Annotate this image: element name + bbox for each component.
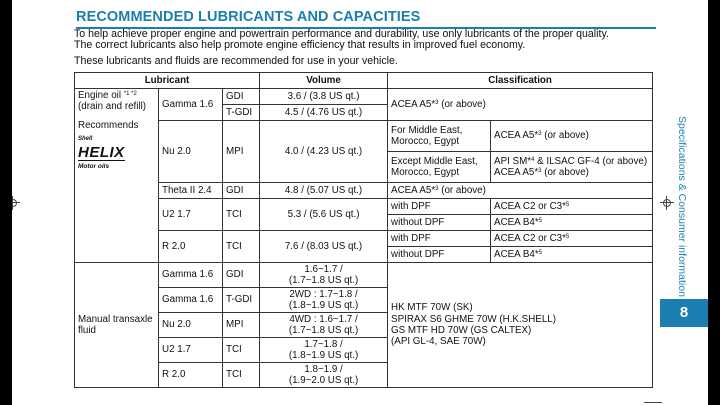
recommends-label: Recommends — [78, 119, 139, 131]
table-row — [75, 199, 653, 215]
gamma-gdi: GDI — [223, 89, 260, 105]
table-row — [75, 89, 653, 105]
nu-volume: 4.0 / (4.23 US qt.) — [260, 121, 388, 183]
u2-without-dpf-class: ACEA B4*$^5$ — [491, 215, 653, 231]
mtf-type-5: TCI — [223, 363, 260, 388]
r-without-dpf-class: ACEA B4*$^5$ — [491, 247, 653, 263]
header-lubricant: Lubricant — [75, 73, 260, 89]
table-row — [75, 231, 653, 247]
engine-oil-cell — [75, 89, 159, 263]
table-row — [75, 121, 653, 152]
gamma-engine: Gamma 1.6 — [159, 89, 223, 121]
r-volume: 7.6 / (8.03 US qt.) — [260, 231, 388, 263]
u2-type: TCI — [223, 199, 260, 231]
mtf-volume-5: 1.8~1.9 / (1.9~2.0 US qt.) — [260, 363, 388, 388]
mtf-engine-4: U2 1.7 — [159, 338, 223, 363]
mtf-volume-2: 2WD : 1.7~1.8 / (1.8~1.9 US qt.) — [260, 288, 388, 313]
mtf-engine-2: Gamma 1.6 — [159, 288, 223, 313]
mtf-engine-5: R 2.0 — [159, 363, 223, 388]
mtf-type-2: T-GDI — [223, 288, 260, 313]
u2-with-dpf-class: ACEA C2 or C3*$^5$ — [491, 199, 653, 215]
logo-helix-text: HELIX — [78, 143, 125, 161]
intro-line-2: The correct lubricants also help promote engine efficiency that results in improved fuel economy. — [74, 39, 526, 52]
u2-volume: 5.3 / (5.6 US qt.) — [260, 199, 388, 231]
table-header-row — [75, 73, 653, 89]
intro-paragraph — [74, 29, 664, 52]
mtf-classification: HK MTF 70W (SK) SPIRAX S6 GHME 70W (H.K.SHELL) GS MTF HD 70W (GS CALTEX) (API GL-4, SAE 70W) — [388, 263, 653, 388]
nu-region-1-class: ACEA A5*$^3$ (or above) — [491, 121, 653, 152]
r-with-dpf: with DPF — [388, 231, 491, 247]
intro-line-1: To help achieve proper engine and powertrain performance and durability, use only lubricants of the proper quality. — [74, 28, 609, 40]
mtf-type-1: GDI — [223, 263, 260, 288]
table-row — [75, 183, 653, 199]
mtf-label-cell: Manual transaxle fluid — [75, 263, 159, 388]
nu-region-2-class: API SM*$^4$ & ILSAC GF-4 (or above) ACEA A5*$^3$ (or above) — [491, 152, 653, 183]
logo-shell-text: Shell — [78, 136, 93, 143]
gamma-classification: ACEA A5*$^3$ (or above) — [388, 89, 653, 121]
mtf-volume-1: 1.6~1.7 / (1.7~1.8 US qt.) — [260, 263, 388, 288]
theta-engine: Theta II 2.4 — [159, 183, 223, 199]
header-classification: Classification — [388, 73, 653, 89]
nu-engine: Nu 2.0 — [159, 121, 223, 183]
u2-without-dpf: without DPF — [388, 215, 491, 231]
nu-region-2: Except Middle East, Morocco, Egypt — [388, 152, 491, 183]
u2-engine: U2 1.7 — [159, 199, 223, 231]
mtf-engine-1: Gamma 1.6 — [159, 263, 223, 288]
engine-oil-sup: *1 *2 — [123, 91, 137, 97]
nu-region-1: For Middle East, Morocco, Egypt — [388, 121, 491, 152]
logo-motor-text: Motor oils — [78, 162, 110, 170]
engine-oil-label: Engine oil — [78, 90, 122, 101]
table-row — [75, 263, 653, 288]
r-type: TCI — [223, 231, 260, 263]
nu-type: MPI — [223, 121, 260, 183]
gamma-gdi-volume: 3.6 / (3.8 US qt.) — [260, 89, 388, 105]
crop-mark-left — [12, 196, 20, 210]
engine-oil-sub: (drain and refill) — [78, 101, 147, 113]
mtf-engine-3: Nu 2.0 — [159, 313, 223, 338]
intro-line-3: These lubricants and fluids are recommended for use in your vehicle. — [74, 55, 398, 67]
manual-page — [12, 0, 708, 405]
r-without-dpf: without DPF — [388, 247, 491, 263]
lubricants-table — [74, 72, 653, 388]
r-with-dpf-class: ACEA C2 or C3*$^5$ — [491, 231, 653, 247]
gamma-tgdi-volume: 4.5 / (4.76 US qt.) — [260, 105, 388, 121]
theta-type: GDI — [223, 183, 260, 199]
header-volume: Volume — [260, 73, 388, 89]
gamma-tgdi: T-GDI — [223, 105, 260, 121]
side-section-title: Specifications & Consumer information — [676, 116, 688, 297]
mtf-type-4: TCI — [223, 338, 260, 363]
theta-classification: ACEA A5*$^3$ (or above) — [388, 183, 653, 199]
u2-with-dpf: with DPF — [388, 199, 491, 215]
mtf-volume-3: 4WD : 1.6~1.7 / (1.7~1.8 US qt.) — [260, 313, 388, 338]
r-engine: R 2.0 — [159, 231, 223, 263]
mtf-type-3: MPI — [223, 313, 260, 338]
shell-helix-logo — [78, 134, 155, 172]
chapter-tab: 8 — [660, 299, 708, 327]
page-edge-mark — [644, 402, 662, 403]
mtf-volume-4: 1.7~1.8 / (1.8~1.9 US qt.) — [260, 338, 388, 363]
theta-volume: 4.8 / (5.07 US qt.) — [260, 183, 388, 199]
page-heading: RECOMMENDED LUBRICANTS AND CAPACITIES — [76, 9, 421, 25]
